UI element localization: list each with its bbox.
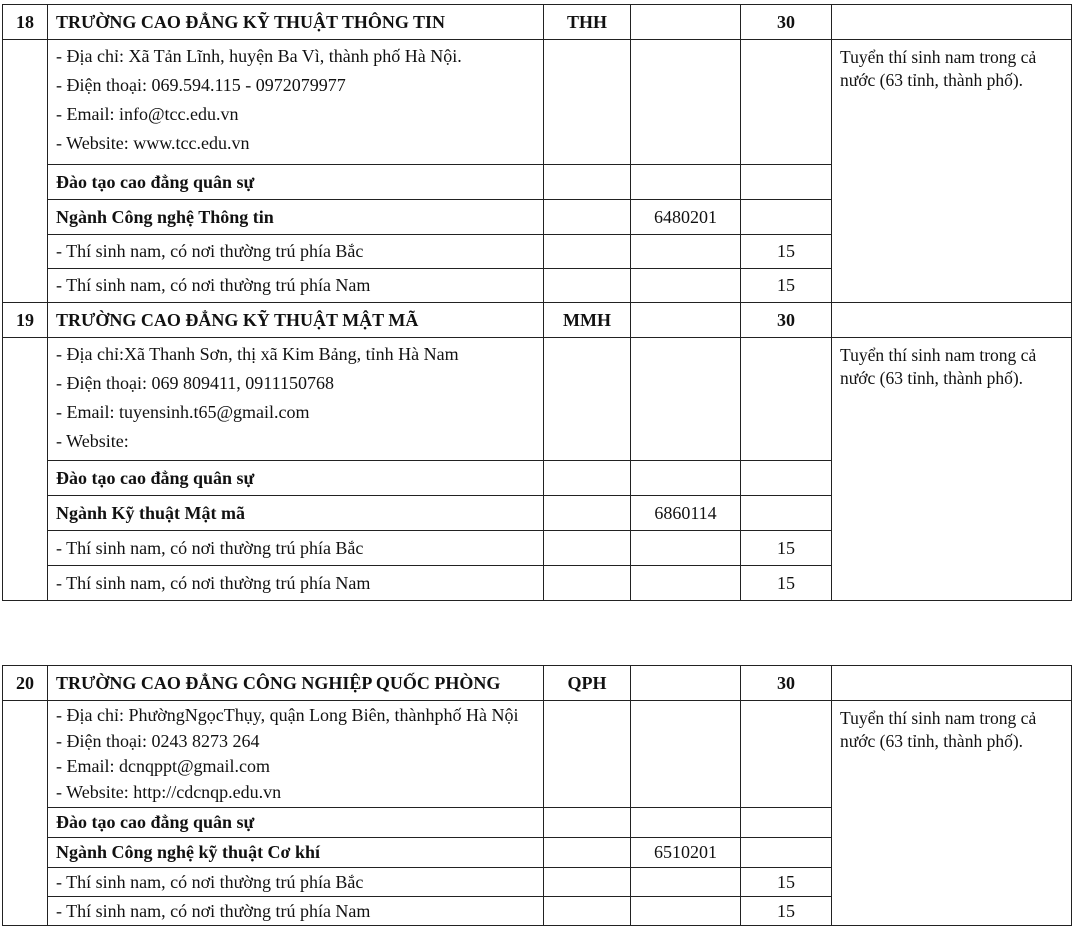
admission-note: Tuyển thí sinh nam trong cả nước (63 tỉnh, thành phố). — [832, 701, 1072, 926]
school-info-row — [3, 338, 1072, 461]
empty-cell — [631, 461, 741, 496]
empty-cell — [544, 461, 631, 496]
school-number: 18 — [3, 5, 48, 40]
major-name: Ngành Công nghệ Thông tin — [48, 200, 544, 235]
empty-cell — [631, 566, 741, 601]
north-quota: 15 — [741, 235, 832, 269]
north-label: - Thí sinh nam, có nơi thường trú phía Bắc — [48, 531, 544, 566]
empty-cell — [631, 303, 741, 338]
school-code: THH — [544, 5, 631, 40]
empty-cell — [832, 666, 1072, 701]
empty-cell — [544, 496, 631, 531]
school-info-row — [3, 701, 1072, 808]
empty-cell — [544, 897, 631, 926]
phone-line: - Điện thoại: 069 809411, 0911150768 — [56, 373, 334, 393]
school-quota: 30 — [741, 666, 832, 701]
empty-cell — [544, 808, 631, 838]
empty-cell — [631, 666, 741, 701]
south-label: - Thí sinh nam, có nơi thường trú phía Nam — [48, 897, 544, 926]
empty-cell — [741, 838, 832, 868]
empty-cell — [544, 701, 631, 808]
major-name: Ngành Công nghệ kỹ thuật Cơ khí — [48, 838, 544, 868]
school-table-20 — [2, 665, 1072, 926]
empty-cell — [832, 5, 1072, 40]
empty-cell — [544, 40, 631, 165]
empty-cell — [741, 338, 832, 461]
school-quota: 30 — [741, 303, 832, 338]
training-type: Đào tạo cao đẳng quân sự — [48, 808, 544, 838]
south-label: - Thí sinh nam, có nơi thường trú phía Nam — [48, 269, 544, 303]
empty-cell — [741, 808, 832, 838]
school-name: TRƯỜNG CAO ĐẲNG KỸ THUẬT THÔNG TIN — [48, 5, 544, 40]
address-line: - Địa chỉ: Xã Tản Lĩnh, huyện Ba Vì, thành phố Hà Nội. — [56, 46, 462, 66]
address-line: - Địa chỉ:Xã Thanh Sơn, thị xã Kim Bảng, tỉnh Hà Nam — [56, 344, 459, 364]
empty-cell — [544, 531, 631, 566]
empty-cell — [631, 897, 741, 926]
empty-cell — [544, 269, 631, 303]
north-quota: 15 — [741, 531, 832, 566]
empty-cell — [544, 200, 631, 235]
empty-cell — [741, 461, 832, 496]
school-name: TRƯỜNG CAO ĐẲNG CÔNG NGHIỆP QUỐC PHÒNG — [48, 666, 544, 701]
admission-note: Tuyển thí sinh nam trong cả nước (63 tỉnh, thành phố). — [832, 338, 1072, 601]
school-header-row — [3, 5, 1072, 40]
school-contact-info — [48, 40, 544, 165]
empty-cell — [631, 701, 741, 808]
school-number: 20 — [3, 666, 48, 701]
school-contact-info — [48, 338, 544, 461]
major-name: Ngành Kỹ thuật Mật mã — [48, 496, 544, 531]
empty-cell — [544, 338, 631, 461]
empty-cell — [631, 165, 741, 200]
email-line: - Email: info@tcc.edu.vn — [56, 104, 239, 124]
empty-cell — [631, 868, 741, 897]
major-code: 6480201 — [631, 200, 741, 235]
south-quota: 15 — [741, 566, 832, 601]
empty-cell — [544, 235, 631, 269]
school-table-18 — [2, 4, 1072, 303]
major-code: 6860114 — [631, 496, 741, 531]
school-name: TRƯỜNG CAO ĐẲNG KỸ THUẬT MẬT MÃ — [48, 303, 544, 338]
school-code: QPH — [544, 666, 631, 701]
empty-cell — [741, 40, 832, 165]
website-line: - Website: — [56, 431, 129, 451]
admission-note: Tuyển thí sinh nam trong cả nước (63 tỉnh, thành phố). — [832, 40, 1072, 303]
school-number: 19 — [3, 303, 48, 338]
email-line: - Email: dcnqppt@gmail.com — [56, 756, 271, 776]
empty-cell — [631, 235, 741, 269]
empty-cell — [741, 496, 832, 531]
school-contact-info — [48, 701, 544, 808]
empty-cell — [741, 701, 832, 808]
school-table-19 — [2, 302, 1072, 601]
empty-cell — [631, 808, 741, 838]
empty-cell — [544, 838, 631, 868]
south-quota: 15 — [741, 897, 832, 926]
training-type: Đào tạo cao đẳng quân sự — [48, 165, 544, 200]
school-quota: 30 — [741, 5, 832, 40]
website-line: - Website: http://cdcnqp.edu.vn — [56, 781, 282, 802]
south-quota: 15 — [741, 269, 832, 303]
empty-cell — [741, 200, 832, 235]
school-code: MMH — [544, 303, 631, 338]
school-info-row — [3, 40, 1072, 165]
empty-cell — [3, 701, 48, 926]
north-quota: 15 — [741, 868, 832, 897]
empty-cell — [3, 40, 48, 303]
empty-cell — [631, 269, 741, 303]
address-line: - Địa chỉ: PhườngNgọcThụy, quận Long Biên, thànhphố Hà Nội — [56, 705, 519, 725]
website-line: - Website: www.tcc.edu.vn — [56, 133, 250, 153]
south-label: - Thí sinh nam, có nơi thường trú phía Nam — [48, 566, 544, 601]
empty-cell — [741, 165, 832, 200]
phone-line: - Điện thoại: 069.594.115 - 0972079977 — [56, 75, 346, 95]
empty-cell — [631, 531, 741, 566]
empty-cell — [544, 868, 631, 897]
empty-cell — [832, 303, 1072, 338]
phone-line: - Điện thoại: 0243 8273 264 — [56, 730, 260, 751]
empty-cell — [3, 338, 48, 601]
school-header-row — [3, 303, 1072, 338]
north-label: - Thí sinh nam, có nơi thường trú phía Bắc — [48, 868, 544, 897]
empty-cell — [631, 338, 741, 461]
empty-cell — [544, 566, 631, 601]
north-label: - Thí sinh nam, có nơi thường trú phía Bắc — [48, 235, 544, 269]
email-line: - Email: tuyensinh.t65@gmail.com — [56, 402, 310, 422]
school-header-row — [3, 666, 1072, 701]
training-type: Đào tạo cao đẳng quân sự — [48, 461, 544, 496]
major-code: 6510201 — [631, 838, 741, 868]
empty-cell — [631, 40, 741, 165]
empty-cell — [544, 165, 631, 200]
empty-cell — [631, 5, 741, 40]
